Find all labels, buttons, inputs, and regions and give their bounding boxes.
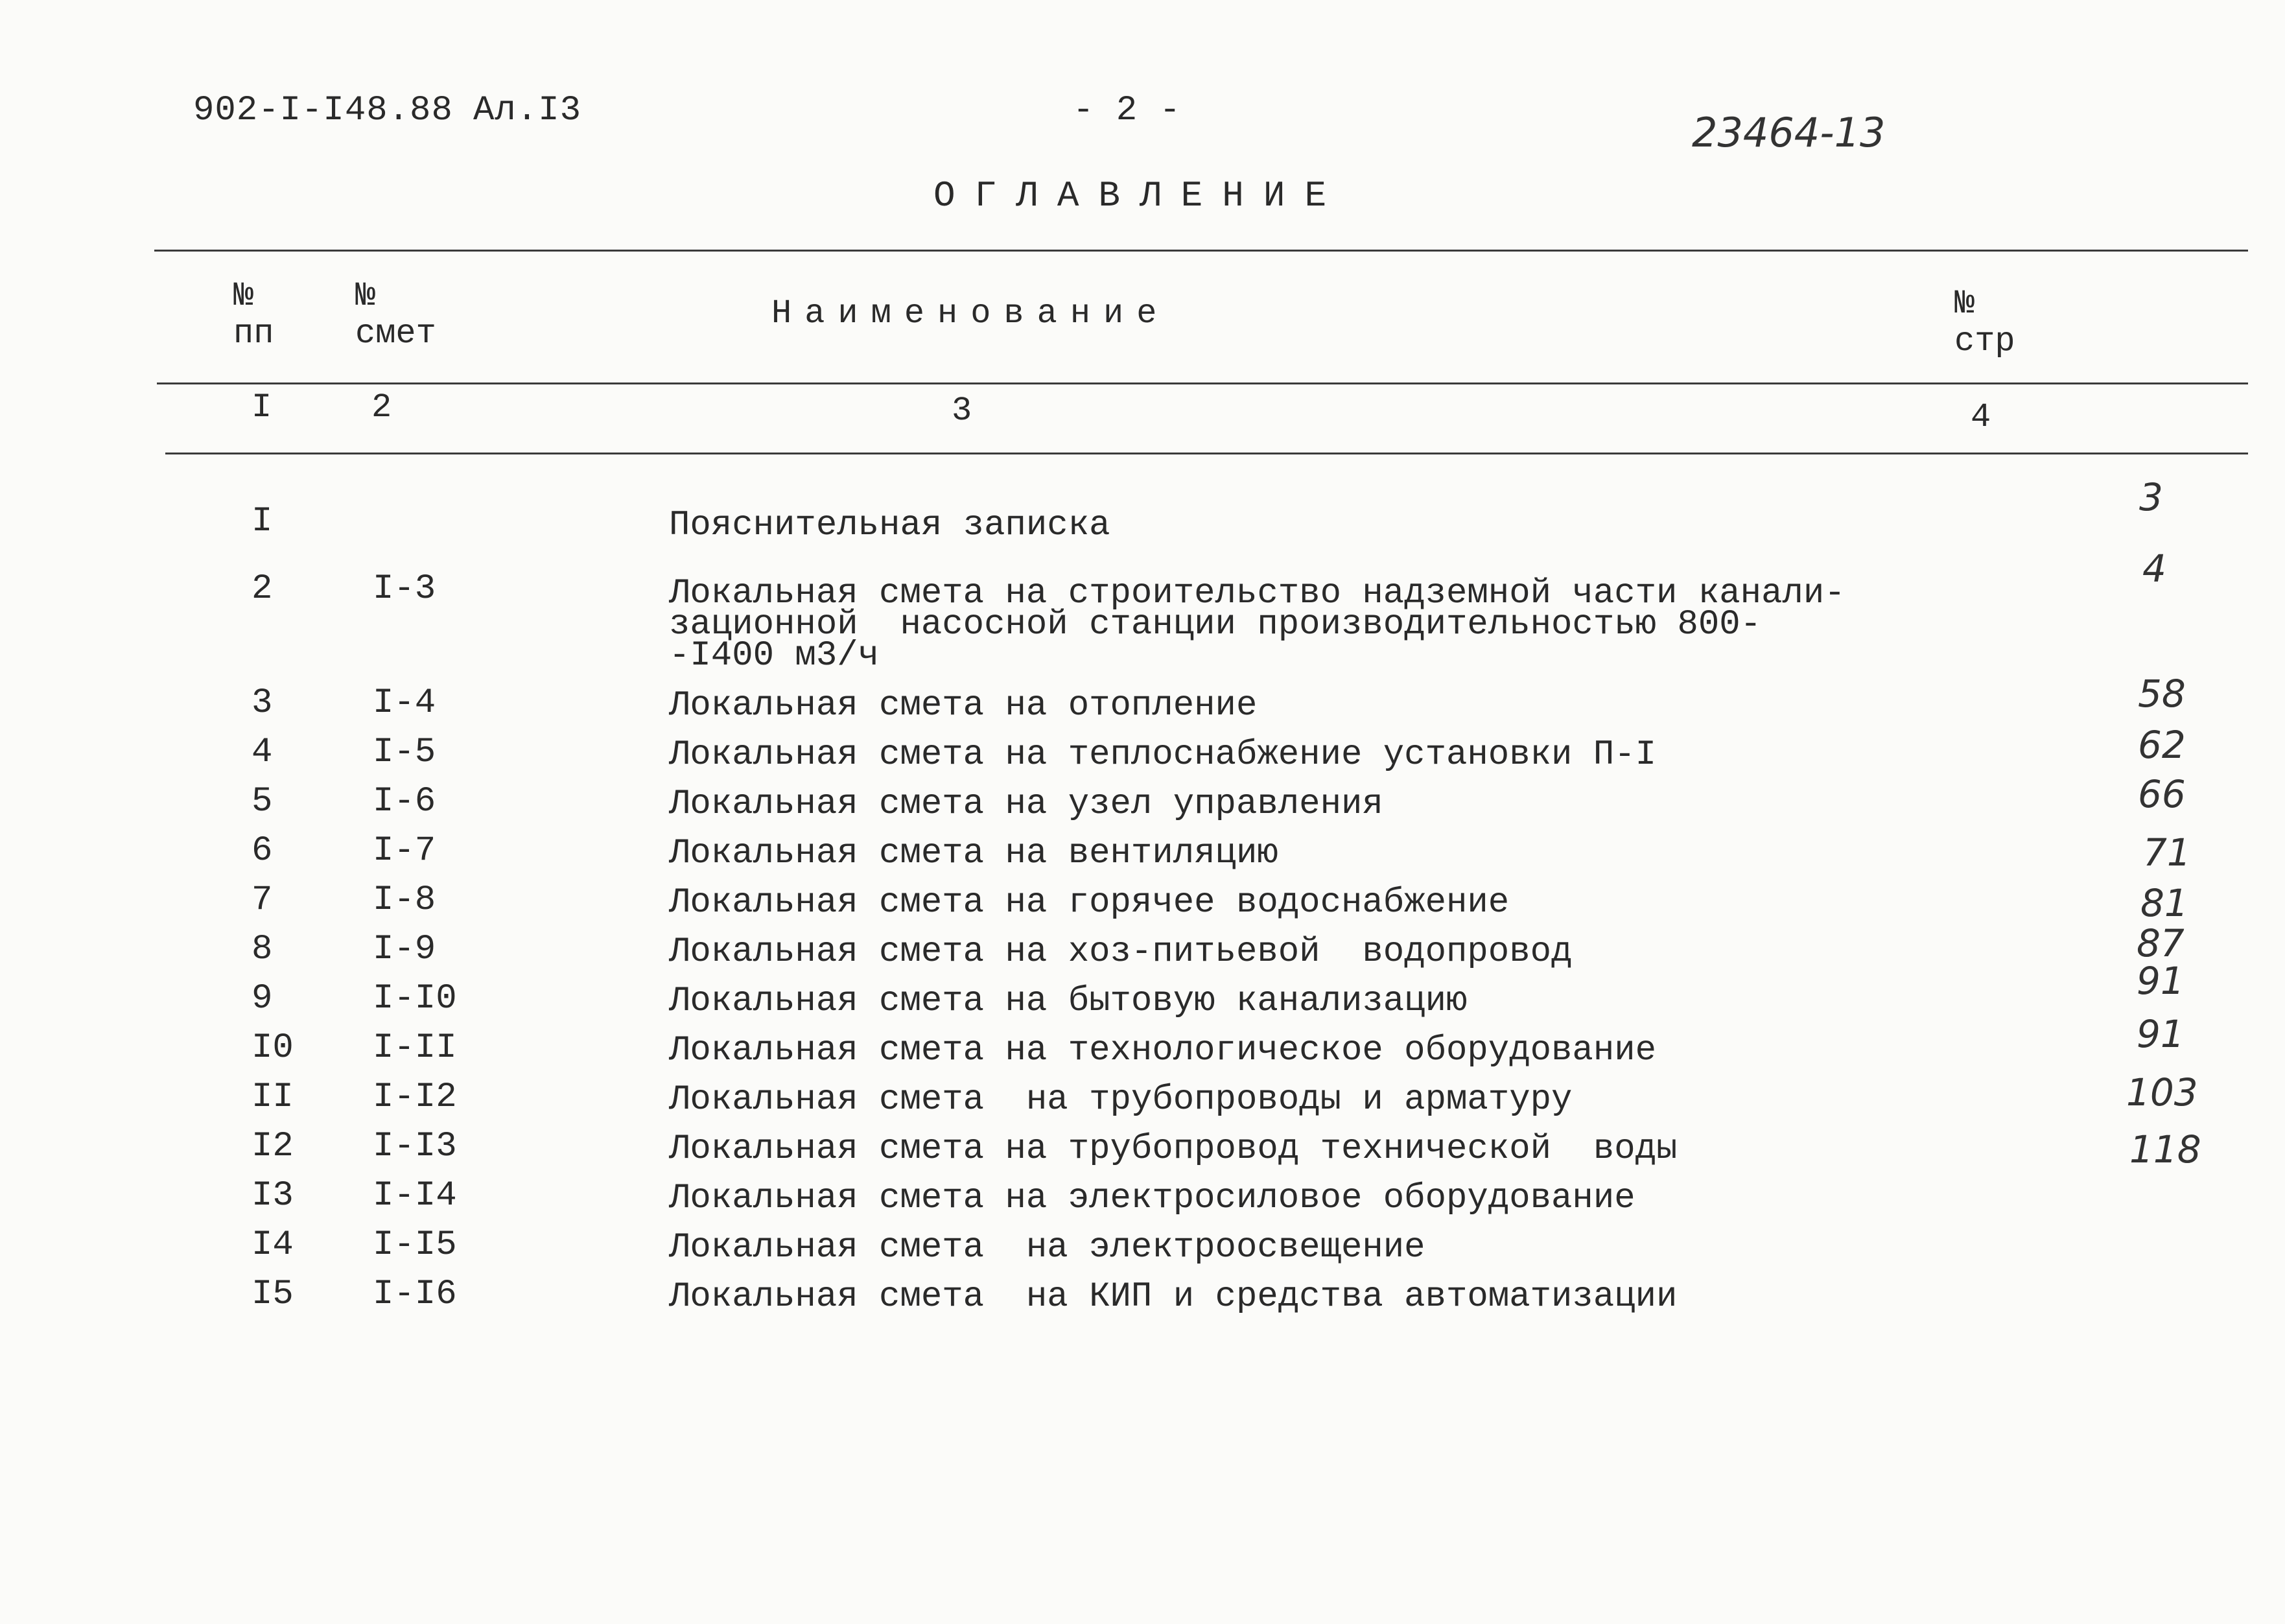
- col3-header: Наименование: [771, 294, 1170, 333]
- item-name: Локальная смета на КИП и средства автоматизации: [669, 1277, 1678, 1317]
- item-name: Локальная смета на трубопроводы и арматуру: [669, 1080, 1573, 1120]
- estimate-number: I-7: [373, 831, 436, 871]
- page-number: 81: [2140, 881, 2188, 925]
- album-number: Ал.I3: [473, 91, 582, 130]
- estimate-number: I-8: [373, 880, 436, 920]
- page-number: 3: [2139, 475, 2163, 519]
- col2-number-sign: №: [355, 277, 376, 315]
- row-number: 4: [252, 733, 273, 772]
- page-number: 91: [2137, 1012, 2185, 1056]
- item-name: Локальная смета на хоз-питьевой водопровод: [669, 932, 1573, 972]
- estimate-number: I-I3: [373, 1127, 457, 1166]
- col1-header: [233, 277, 274, 353]
- col-number-2: 2: [371, 388, 392, 427]
- table-body-rule: [165, 453, 2248, 454]
- row-number: 9: [252, 979, 273, 1018]
- col-number-3: 3: [952, 392, 972, 430]
- col4-label: стр: [1954, 322, 2015, 360]
- estimate-number: I-3: [373, 569, 436, 609]
- row-number: I3: [252, 1176, 294, 1216]
- page-number: 58: [2138, 672, 2186, 716]
- row-number: I2: [252, 1127, 294, 1166]
- col-number-1: I: [252, 388, 272, 427]
- col2-label: смет: [355, 314, 436, 353]
- page-number: 103: [2126, 1070, 2198, 1114]
- page-number: 71: [2143, 830, 2191, 875]
- item-name: Локальная смета на трубопровод технической воды: [669, 1129, 1678, 1169]
- item-name: Пояснительная записка: [669, 506, 1110, 545]
- item-name: Локальная смета на отопление: [669, 686, 1258, 725]
- row-number: I: [252, 502, 273, 541]
- col4-number-sign: №: [1954, 285, 1975, 323]
- inventory-stamp: 23464-13: [1692, 109, 1886, 156]
- page-number: 66: [2138, 772, 2186, 816]
- row-number: I0: [252, 1028, 294, 1068]
- estimate-number: I-I4: [373, 1176, 457, 1216]
- table-header-rule: [157, 382, 2248, 384]
- col1-label: пп: [233, 314, 274, 353]
- table-top-rule: [154, 250, 2248, 252]
- item-name: Локальная смета на электросиловое оборудование: [669, 1179, 1635, 1218]
- col1-number-sign: №: [233, 277, 254, 315]
- row-number: 3: [252, 683, 273, 723]
- item-name: Локальная смета на узел управления: [669, 784, 1383, 824]
- estimate-number: I-I5: [373, 1225, 457, 1265]
- row-number: 2: [252, 569, 273, 609]
- estimate-number: I-I2: [373, 1077, 457, 1117]
- row-number: I4: [252, 1225, 294, 1265]
- row-number: 5: [252, 782, 273, 821]
- estimate-number: I-5: [373, 733, 436, 772]
- doc-code: 902-I-I48.88: [193, 91, 453, 130]
- row-number: II: [252, 1077, 294, 1117]
- item-name: Локальная смета на технологическое оборудование: [669, 1031, 1657, 1070]
- row-number: 7: [252, 880, 273, 920]
- page-number: 62: [2138, 723, 2186, 767]
- page-title: ОГЛАВЛЕНИЕ: [933, 175, 1346, 217]
- item-name: Локальная смета на бытовую канализацию: [669, 982, 1468, 1021]
- estimate-number: I-6: [373, 782, 436, 821]
- col-number-4: 4: [1971, 398, 1991, 436]
- item-name: Локальная смета на строительство надземной части канали- зационной насосной станции производительностью 800- -I400 м3/ч: [669, 574, 1846, 676]
- estimate-number: I-II: [373, 1028, 457, 1068]
- col4-header: [1954, 285, 2015, 360]
- item-name: Локальная смета на теплоснабжение установки П-I: [669, 735, 1657, 775]
- estimate-number: I-4: [373, 683, 436, 723]
- page-number: 87: [2137, 921, 2185, 965]
- page-marker: - 2 -: [1073, 91, 1182, 130]
- item-name: Локальная смета на вентиляцию: [669, 834, 1278, 873]
- page-number: 118: [2129, 1127, 2201, 1171]
- row-number: 8: [252, 930, 273, 969]
- page-number: 91: [2137, 959, 2185, 1003]
- item-name: Локальная смета на горячее водоснабжение: [669, 883, 1510, 923]
- row-number: 6: [252, 831, 273, 871]
- col2-header: [355, 277, 436, 353]
- estimate-number: I-I0: [373, 979, 457, 1018]
- estimate-number: I-9: [373, 930, 436, 969]
- item-name: Локальная смета на электроосвещение: [669, 1228, 1425, 1267]
- estimate-number: I-I6: [373, 1275, 457, 1314]
- row-number: I5: [252, 1275, 294, 1314]
- page-number: 4: [2142, 547, 2166, 591]
